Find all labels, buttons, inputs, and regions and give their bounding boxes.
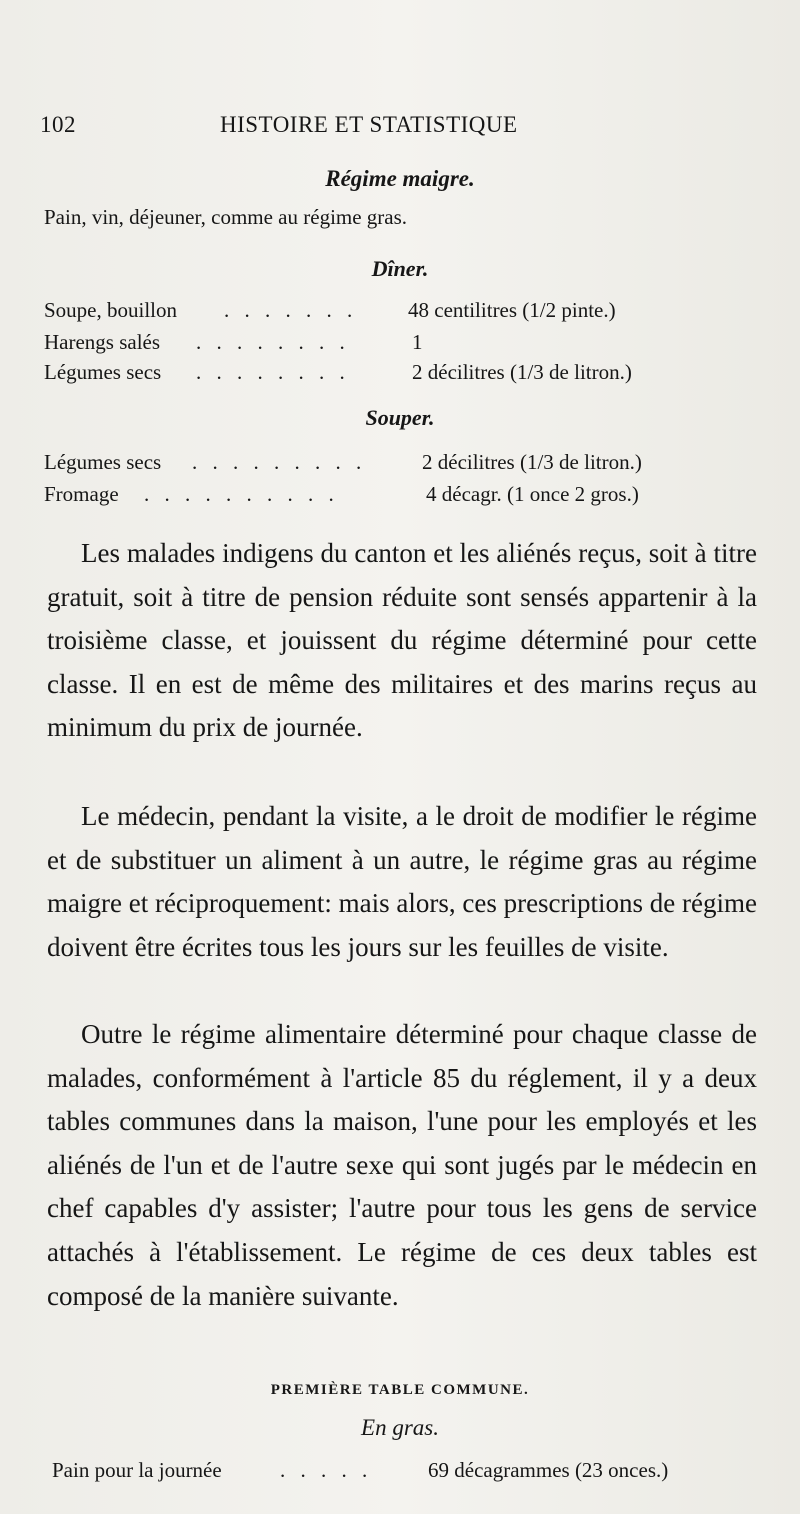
item-label: Légumes secs bbox=[44, 450, 162, 474]
souper-row-legumes bbox=[44, 450, 764, 478]
running-header bbox=[40, 112, 760, 142]
item-label: Fromage bbox=[44, 482, 119, 506]
leader-dots: . . . . . bbox=[280, 1458, 373, 1482]
item-quantity: 69 décagrammes (23 onces.) bbox=[428, 1458, 669, 1482]
leader-dots: . . . . . . . . bbox=[196, 330, 350, 354]
item-label: Légumes secs bbox=[44, 360, 162, 384]
page-number: 102 bbox=[40, 112, 76, 137]
leader-dots: . . . . . . . bbox=[224, 298, 358, 322]
item-quantity: 48 centilitres (1/2 pinte.) bbox=[408, 298, 616, 322]
item-label: Harengs salés bbox=[44, 330, 161, 354]
paragraph-text: Le médecin, pendant la visite, a le droit de modifier le régime et de substituer un aliment à un autre, le régime gras au régime maigre et réciproquement: mais alors, ces prescriptions de régime doivent être écrites tous les jours sur les feuilles de visite. bbox=[47, 801, 757, 962]
souper-row-fromage bbox=[44, 482, 764, 510]
leader-dots: . . . . . . . . . . bbox=[144, 482, 339, 506]
regime-maigre-intro: Pain, vin, déjeuner, comme au régime gras. bbox=[44, 205, 408, 229]
premiere-table-heading: PREMIÈRE TABLE COMMUNE. bbox=[270, 1382, 530, 1398]
paragraph-text: Les malades indigens du canton et les aliénés reçus, soit à titre gratuit, soit à titre de pension réduite sont sensés appartenir à la troisième classe, et jouissent du régime déterminé pour cette classe. Il en est de même des militaires et des marins reçus au minimum du prix de journée. bbox=[47, 538, 757, 743]
body-paragraph bbox=[47, 795, 757, 969]
diner-row-soupe bbox=[44, 298, 764, 326]
en-gras-heading: En gras. bbox=[361, 1415, 439, 1440]
item-label: Soupe, bouillon bbox=[44, 298, 178, 322]
leader-dots: . . . . . . . . bbox=[196, 360, 350, 384]
body-paragraph bbox=[47, 1013, 757, 1318]
item-quantity: 2 décilitres (1/3 de litron.) bbox=[412, 360, 632, 384]
item-label: Pain pour la journée bbox=[52, 1458, 222, 1482]
item-quantity: 4 décagr. (1 once 2 gros.) bbox=[426, 482, 639, 506]
leader-dots: . . . . . . . . . bbox=[192, 450, 367, 474]
item-quantity: 2 décilitres (1/3 de litron.) bbox=[422, 450, 642, 474]
souper-heading: Souper. bbox=[365, 405, 435, 430]
running-title: HISTOIRE ET STATISTIQUE bbox=[220, 112, 518, 137]
premiere-table-row-pain bbox=[44, 1458, 764, 1486]
diner-row-harengs bbox=[44, 330, 764, 358]
item-quantity: 1 bbox=[412, 330, 423, 354]
body-paragraph bbox=[47, 532, 757, 750]
diner-row-legumes bbox=[44, 360, 764, 388]
section-heading-regime-maigre: Régime maigre. bbox=[325, 166, 475, 191]
diner-heading: Dîner. bbox=[371, 256, 429, 281]
paragraph-text: Outre le régime alimentaire déterminé pour chaque classe de malades, conformément à l'article 85 du réglement, il y a deux tables communes dans la maison, l'une pour les employés et les aliénés de l'un et de l'autre sexe qui sont jugés par le médecin en chef capables d'y assister; l'autre pour tous les gens de service attachés à l'établissement. Le régime de ces deux tables est composé de la manière suivante. bbox=[47, 1019, 757, 1311]
